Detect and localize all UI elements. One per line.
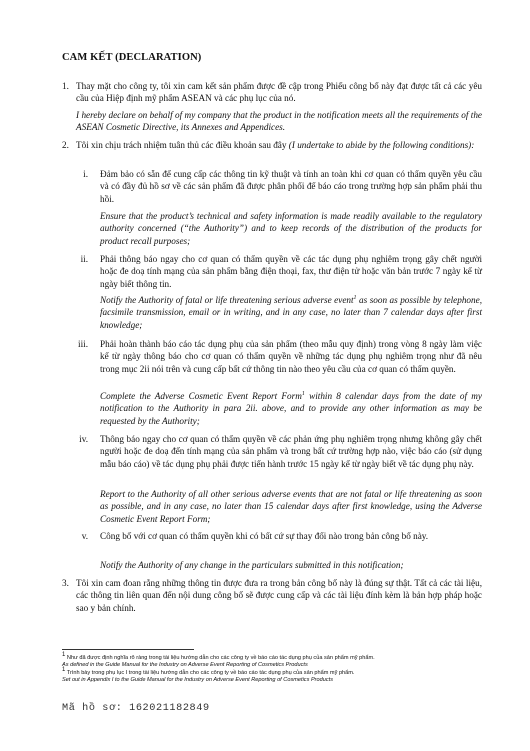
subitem-iii-en-a: Complete the Adverse Cosmetic Event Report Form [100,391,302,401]
subitem-i-vn-text: Đảm bảo có sẵn để cung cấp các thông tin kỹ thuật và tính an toàn khi cơ quan có thẩm quyền yêu cầu và có đầy đủ hồ sơ về các sản phẩm đã được phân phối để báo cáo trong trường hợp sản phẩm phải thu hồi. [100,169,482,204]
footnote-ref-1: 1 [301,390,305,397]
item-2-vn-text: Tôi xin chịu trách nhiệm tuân thủ các điều khoản sau đây [76,140,287,150]
item-2-en-text: (I undertake to abide by the following conditions): [288,140,475,150]
subitem-i-en-text: Ensure that the product’s technical and safety information is made readily available to the regulatory authority concerned (“the Authority”) and to keep records of the distribution of the products for product recall purposes; [100,211,482,246]
item-number-2: 2. [62,140,69,150]
footnote-2-vn: Trình bày trong phụ lục I trong tài liệu hướng dẫn cho các công ty về báo cáo tác dụng phụ của sản phẩm mỹ phẩm. [66,670,355,676]
subitem-v-en-text: Notify the Authority of any change in the particulars submitted in this notification; [100,560,404,570]
footnote-divider [62,649,194,650]
subitem-iv-en-text: Report to the Authority of all other serious adverse events that are not fatal or life threatening as soon as possible, and in any case, no later than 15 calendar days after first knowledge, using the Adverse Cosmetic Event Report Form; [100,489,482,524]
footnote-mark: 1 [62,667,66,674]
subitem-ii-en-b: as soon as possible by telephone, facsimile transmission, email or in writing, and in any case, no later than 7 calendar days after first knowledge; [100,295,482,330]
item-number-1: 1. [62,81,69,91]
item-2-text [76,139,482,151]
subitem-iv-vn-text: Thông báo ngay cho cơ quan có thẩm quyền về các phản ứng phụ nghiêm trọng nhưng không gây chết người hoặc đe doạ đến tính mạng của sản phẩm và trong bất cứ trường hợp nào, việc báo cáo (sử dụng mẫu báo cáo) về tác dụng phụ phải được tiến hành trước 15 ngày kể từ ngày biết về tác dụng phụ này. [100,434,482,469]
footnote-ref-1: 1 [353,294,357,301]
subitem-v-vn-text: Công bố với cơ quan có thẩm quyền khi có bất cứ sự thay đổi nào trong bản công bố này. [100,531,429,541]
subitem-ii-en-text [100,294,482,331]
subitem-roman-ii: ii. [80,254,88,264]
item-3-vn-text: Tôi xin cam đoan rằng những thông tin được đưa ra trong bản công bố này là đúng sự thật. Tất cả các tài liệu, các thông tin liên quan đến nội dung công bố sẽ được cung cấp và các tài liệu đính kèm là bản hợp pháp hoặc sao y bản chính. [76,578,482,613]
page-title: CAM KẾT (DECLARATION) [62,52,202,63]
footnote-1-vn: Như đã được định nghĩa rõ ràng trong tài liệu hướng dẫn cho các công ty về báo cáo tác dụng phụ của sản phẩm mỹ phẩm. [66,655,375,661]
item-number-3: 3. [62,578,69,588]
footnote-2 [62,667,502,684]
footnote-2-en: Set out in Appendix I to the Guide Manual for the Industry on Adverse Event Reporting of Cosmetics Products [62,677,334,684]
footnote-1 [62,652,502,669]
subitem-roman-iii: iii. [78,339,88,349]
subitem-roman-i: i. [83,169,88,179]
subitem-roman-v: v. [81,531,88,541]
subitem-roman-iv: iv. [79,434,88,444]
subitem-iii-en-b: within 8 calendar days from the date of my notification to the Authority in para 2ii. above, and to provide any other information as may be requested by the Authority; [100,391,483,426]
subitem-ii-vn-text: Phải thông báo ngay cho cơ quan có thẩm quyền về các tác dụng phụ nghiêm trọng gây chết người hoặc đe doạ tính mạng của sản phẩm bằng điện thoại, fax, thư điện tử hoặc văn bản trước 7 ngày kể từ ngày biết thông tin. [100,254,482,289]
footnote-1-en: As defined in the Guide Manual for the Industry on Adverse Event Reporting of Cosmetics Products [62,662,308,669]
item-1-vn-text: Thay mặt cho công ty, tôi xin cam kết sản phẩm được đề cập trong Phiếu công bố này đạt được tất cả các yêu cầu của Hiệp định mỹ phẩm ASEAN và các phụ lục của nó. [76,81,482,104]
footnote-mark: 1 [62,652,66,659]
subitem-iii-en-text [100,390,482,427]
subitem-ii-en-a: Notify the Authority of fatal or life threatening serious adverse event [100,295,354,305]
item-1-en-text: I hereby declare on behalf of my company that the product in the notification meets all the requirements of the ASEAN Cosmetic Directive, its Annexes and Appendices. [76,110,482,133]
record-code: Mã hồ sơ: 162021182849 [62,703,210,714]
subitem-iii-vn-text: Phải hoàn thành báo cáo tác dụng phụ của sản phẩm (theo mẫu quy định) trong vòng 8 ngày làm việc kể từ ngày thông báo cho cơ quan có thẩm quyền về những tác dụng phụ nghiêm trọng như đã nêu trong mục 2ii nói trên và cung cấp bất cứ thông tin nào theo yêu cầu của cơ quan có thẩm quyền. [100,339,482,374]
